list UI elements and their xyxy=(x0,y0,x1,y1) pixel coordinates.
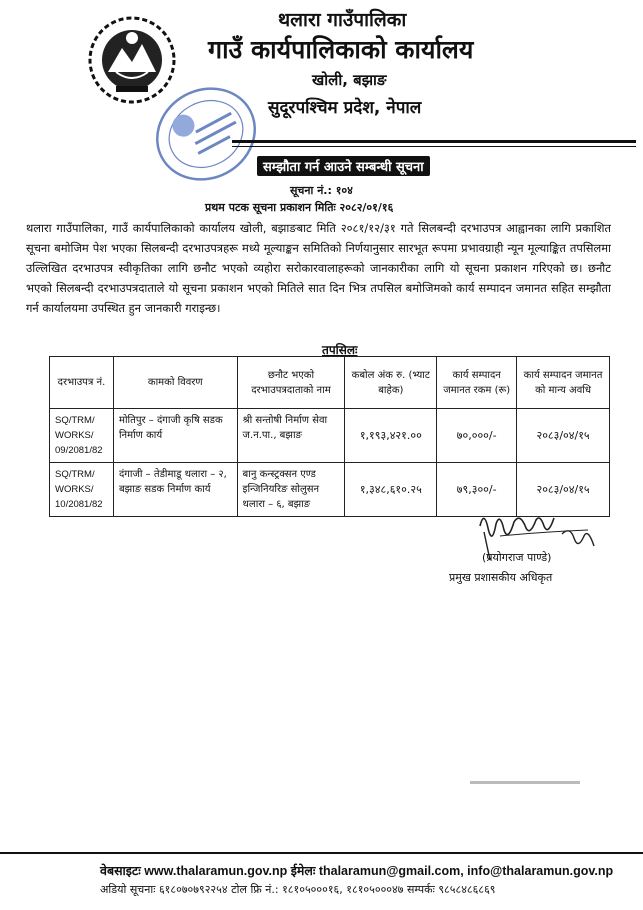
header-rule xyxy=(232,140,636,143)
bidder-name-cell: श्री सन्तोषी निर्माण सेवा ज.न.पा., बझाङ xyxy=(237,409,345,463)
header-bid-number: दरभाउपत्र नं. xyxy=(50,357,114,409)
office-place: खोली, बझाङ xyxy=(312,71,387,89)
signer-designation: प्रमुख प्रशासकीय अधिकृत xyxy=(449,571,553,584)
office-name: थलारा गाउँपालिका xyxy=(278,9,407,31)
signer-name: (प्रयोगराज पाण्डे) xyxy=(482,551,552,564)
bid-details-table xyxy=(49,356,610,517)
guarantee-validity-cell: २०८३/०४/१५ xyxy=(517,463,610,517)
header-work-description: कामको विवरण xyxy=(113,357,237,409)
first-publication-date: प्रथम पटक सूचना प्रकाशन मितिः २०८२/०१/१६ xyxy=(205,201,394,214)
header-guarantee-amount: कार्य सम्पादन जमानत रकम (रू) xyxy=(437,357,517,409)
executive-office-title: गाउँ कार्यपालिकाको कार्यालय xyxy=(208,35,474,64)
bid-amount-cell: १,३४८,६१०.२५ xyxy=(345,463,437,517)
office-province: सुदूरपश्चिम प्रदेश, नेपाल xyxy=(268,98,422,118)
bid-number-cell: SQ/TRM/ WORKS/ 10/2081/82 xyxy=(50,463,114,517)
header-bid-amount: कबोल अंक रु. (भ्याट बाहेक) xyxy=(345,357,437,409)
work-description-cell: दंगाजी – तेडीमाडू थलारा – २, बझाङ सडक निर्माण कार्य xyxy=(113,463,237,517)
guarantee-amount-cell: ७९,३००/- xyxy=(437,463,517,517)
footer-contact-line: अडियो सूचनाः ६१८०७०७९२२५४ टोल फ्रि नं.: १८१०५०००१६, १८१०५०००४७ सम्पर्कः ९८५८४८६८६९ xyxy=(100,883,496,896)
faint-stamp-icon xyxy=(470,776,580,790)
bid-number-cell: SQ/TRM/ WORKS/ 09/2081/82 xyxy=(50,409,114,463)
notice-number: सूचना नं.: १०४ xyxy=(290,184,353,197)
work-description-cell: मोतिपुर – दंगाजी कृषि सडक निर्माण कार्य xyxy=(113,409,237,463)
header-guarantee-validity: कार्य सम्पादन जमानत को मान्य अवधि xyxy=(517,357,610,409)
table-header-row xyxy=(50,357,610,409)
notice-title: सम्झौता गर्न आउने सम्बन्धी सूचना xyxy=(257,156,430,176)
table-row xyxy=(50,409,610,463)
notice-body: थलारा गाउँपालिका, गाउँ कार्यपालिकाको कार्यालय खोली, बझाङबाट मिति २०८१/१२/३१ गते सिलबन्दी दरभाउपत्र आह्वानका लागि प्रकाशित सूचना बमोजिम पेश भएका सिलबन्दी दरभाउपत्रहरू मध्ये मूल्याङ्कन समितिको निर्णयानुसार सारभूत रूपमा प्रभावग्राही न्यून मूल्याङ्कित तपसिलमा उल्लिखित दरभाउपत्र स्वीकृतिका लागि छनौट भएको व्यहोरा सरोकारवालाहरूको जानकारीका लागि यो सूचना प्रकाशन गरिएको छ। छनौट भएको सिलबन्दी दरभाउपत्रदाताले यो सूचना प्रकाशन भएको मितिले सात दिन भित्र तपसिल बमोजिमको कार्य सम्पादन जमानत सहित सम्झौता गर्न कार्यालयमा उपस्थित हुन जानकारी गराइन्छ। xyxy=(26,221,611,315)
footer-rule xyxy=(0,852,643,854)
table-caption: तपसिलः xyxy=(322,343,358,357)
guarantee-validity-cell: २०८३/०४/१५ xyxy=(517,409,610,463)
office-stamp-icon xyxy=(150,82,262,186)
header-rule-thin xyxy=(232,146,636,147)
header-bidder-name: छनौट भएको दरभाउपत्रदाताको नाम xyxy=(237,357,345,409)
footer-website-line: वेबसाइटः www.thalaramun.gov.np ईमेलः thalaramun@gmail.com, info@thalaramun.gov.np xyxy=(100,864,614,878)
bidder-name-cell: बानु कन्स्ट्रक्सन एण्ड इन्जिनियरिङ सोलुसन थलारा – ६, बझाङ xyxy=(237,463,345,517)
guarantee-amount-cell: ७०,०००/- xyxy=(437,409,517,463)
bid-amount-cell: १,१९३,४२१.०० xyxy=(345,409,437,463)
